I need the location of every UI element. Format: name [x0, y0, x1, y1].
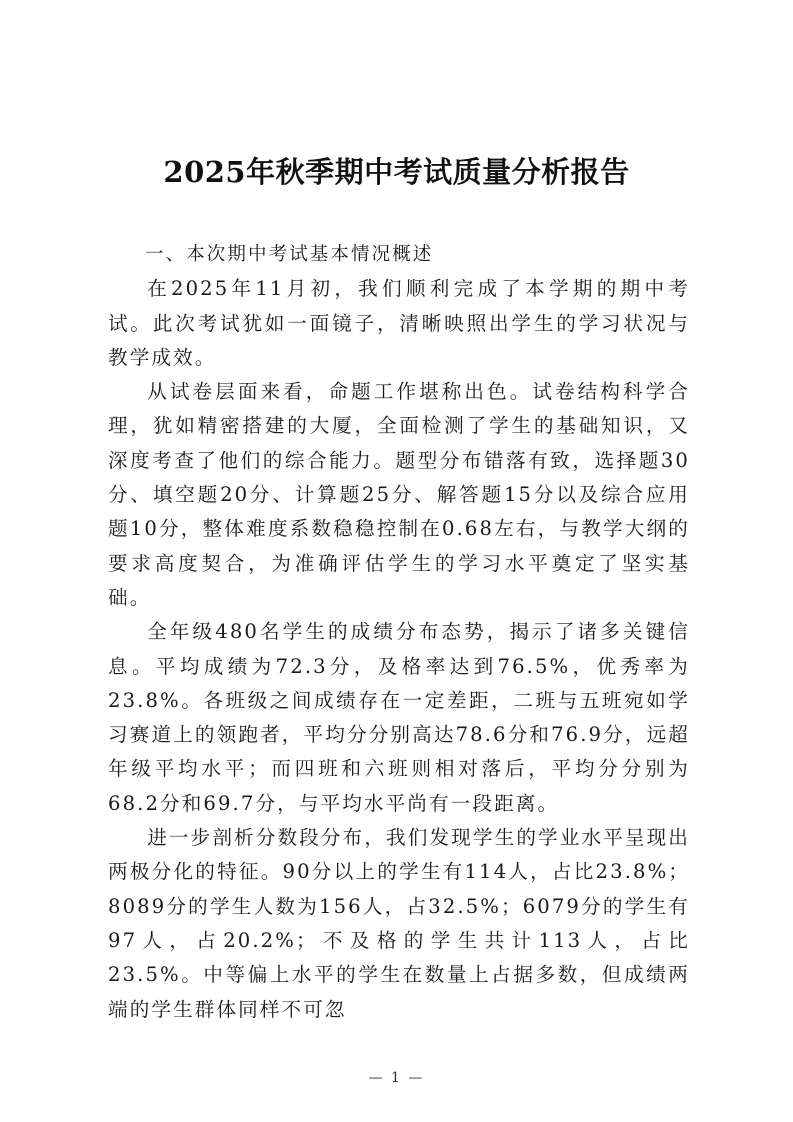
- paragraph-score-bands: 进一步剖析分数段分布，我们发现学生的学业水平呈现出两极分化的特征。90分以上的学生有114人，占比23.8%；8089分的学生人数为156人，占32.5%；6079分的学生有97人，占20.2%；不及格的学生共计113人，占比23.5%。中等偏上水平的学生在数量上占据多数，但成绩两端的学生群体同样不可忽: [108, 826, 690, 1021]
- paragraph-exam-paper: 从试卷层面来看，命题工作堪称出色。试卷结构科学合理，犹如精密搭建的大厦，全面检测了学生的基础知识，又深度考查了他们的综合能力。题型分布错落有致，选择题30分、填空题20分、计算题25分、解答题15分以及综合应用题10分，整体难度系数稳稳控制在0.68左右，与教学大纲的要求高度契合，为准确评估学生的学习水平奠定了坚实基础。: [108, 380, 690, 609]
- document-title: 2025年秋季期中考试质量分析报告: [163, 155, 630, 189]
- paragraph-grade-distribution: 全年级480名学生的成绩分布态势，揭示了诸多关键信息。平均成绩为72.3分，及格率达到76.5%，优秀率为23.8%。各班级之间成绩存在一定差距，二班与五班宛如学习赛道上的领跑者，平均分分别高达78.6分和76.9分，远超年级平均水平；而四班和六班则相对落后，平均分分别为68.2分和69.7分，与平均水平尚有一段距离。: [108, 620, 690, 815]
- page-number: — 1 —: [368, 1070, 425, 1086]
- document-body: [108, 238, 690, 1027]
- section-heading: 一、本次期中考试基本情况概述: [145, 244, 434, 265]
- paragraph-intro: 在2025年11月初，我们顺利完成了本学期的期中考试。此次考试犹如一面镜子，清晰映照出学生的学习状况与教学成效。: [108, 277, 690, 369]
